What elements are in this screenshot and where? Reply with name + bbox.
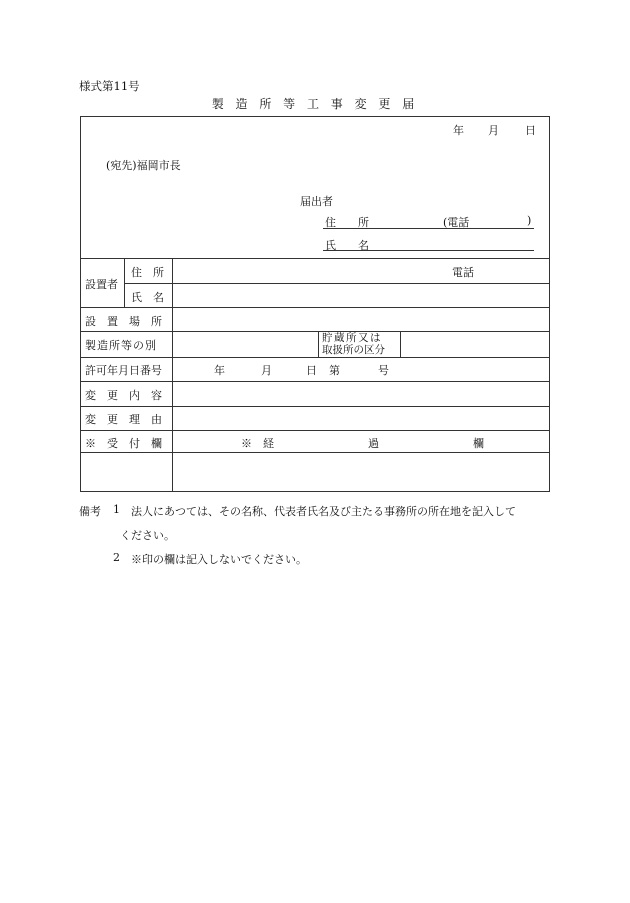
rule-label-column bbox=[172, 258, 173, 492]
rule-row bbox=[80, 452, 550, 453]
date-month-label: 月 bbox=[488, 124, 499, 137]
notes-heading: 備考 bbox=[79, 505, 101, 518]
rule-storage-left bbox=[318, 331, 319, 357]
progress-label-1: ※ 経 bbox=[241, 437, 274, 450]
note-1-line1: 法人にあつては、その名称、代表者氏名及び主たる事務所の所在地を記入して bbox=[131, 505, 516, 518]
permit-month: 月 bbox=[261, 364, 272, 377]
permit-number-prefix: 第 bbox=[329, 364, 340, 377]
addressee: (宛先)福岡市長 bbox=[106, 159, 181, 172]
note-2-text: ※印の欄は記入しないでください。 bbox=[131, 553, 307, 566]
notifier-address-underline bbox=[323, 228, 534, 229]
notifier-phone-label: (電話 bbox=[443, 216, 470, 229]
location-label: 設 置 場 所 bbox=[85, 315, 162, 328]
notifier-name-underline bbox=[323, 250, 534, 251]
note-1-number: 1 bbox=[113, 503, 120, 516]
rule-row bbox=[80, 381, 550, 382]
rule-row bbox=[80, 331, 550, 332]
rule-header-bottom bbox=[80, 258, 550, 259]
permit-label: 許可年月日番号 bbox=[85, 364, 162, 377]
progress-label-2: 過 bbox=[368, 437, 379, 450]
reception-label: ※ 受 付 欄 bbox=[85, 437, 162, 450]
notifier-address-label: 住 所 bbox=[325, 216, 369, 229]
rule-storage-right bbox=[400, 331, 401, 357]
note-1-line2: ください。 bbox=[120, 529, 175, 542]
installer-address-label: 住 所 bbox=[131, 266, 164, 279]
notifier-label: 届出者 bbox=[300, 195, 333, 208]
permit-year: 年 bbox=[214, 364, 225, 377]
rule-row bbox=[80, 406, 550, 407]
document-title: 製 造 所 等 工 事 変 更 届 bbox=[211, 97, 419, 111]
notifier-name-label: 氏 名 bbox=[325, 239, 369, 252]
date-day-label: 日 bbox=[525, 124, 536, 137]
change-content-label: 変 更 内 容 bbox=[85, 389, 162, 402]
form-number: 様式第11号 bbox=[79, 79, 140, 93]
progress-label-3: 欄 bbox=[473, 437, 484, 450]
rule-row bbox=[80, 430, 550, 431]
installer-name-label: 氏 名 bbox=[131, 291, 164, 304]
permit-day: 日 bbox=[306, 364, 317, 377]
facility-type-label: 製造所等の別 bbox=[85, 339, 157, 352]
notifier-phone-close: ) bbox=[527, 214, 532, 227]
rule-installer-divider bbox=[124, 258, 125, 307]
installer-label: 設置者 bbox=[85, 278, 118, 291]
rule-row bbox=[80, 357, 550, 358]
change-reason-label: 変 更 理 由 bbox=[85, 413, 162, 426]
storage-label-line2: 取扱所の区分 bbox=[322, 344, 385, 356]
permit-number-suffix: 号 bbox=[378, 364, 389, 377]
rule-row bbox=[80, 307, 550, 308]
rule-installer-mid bbox=[124, 283, 550, 284]
date-year-label: 年 bbox=[453, 124, 464, 137]
storage-label-line1: 貯蔵所又は bbox=[322, 332, 382, 344]
installer-phone-label: 電話 bbox=[452, 266, 474, 279]
note-2-number: 2 bbox=[113, 551, 120, 564]
